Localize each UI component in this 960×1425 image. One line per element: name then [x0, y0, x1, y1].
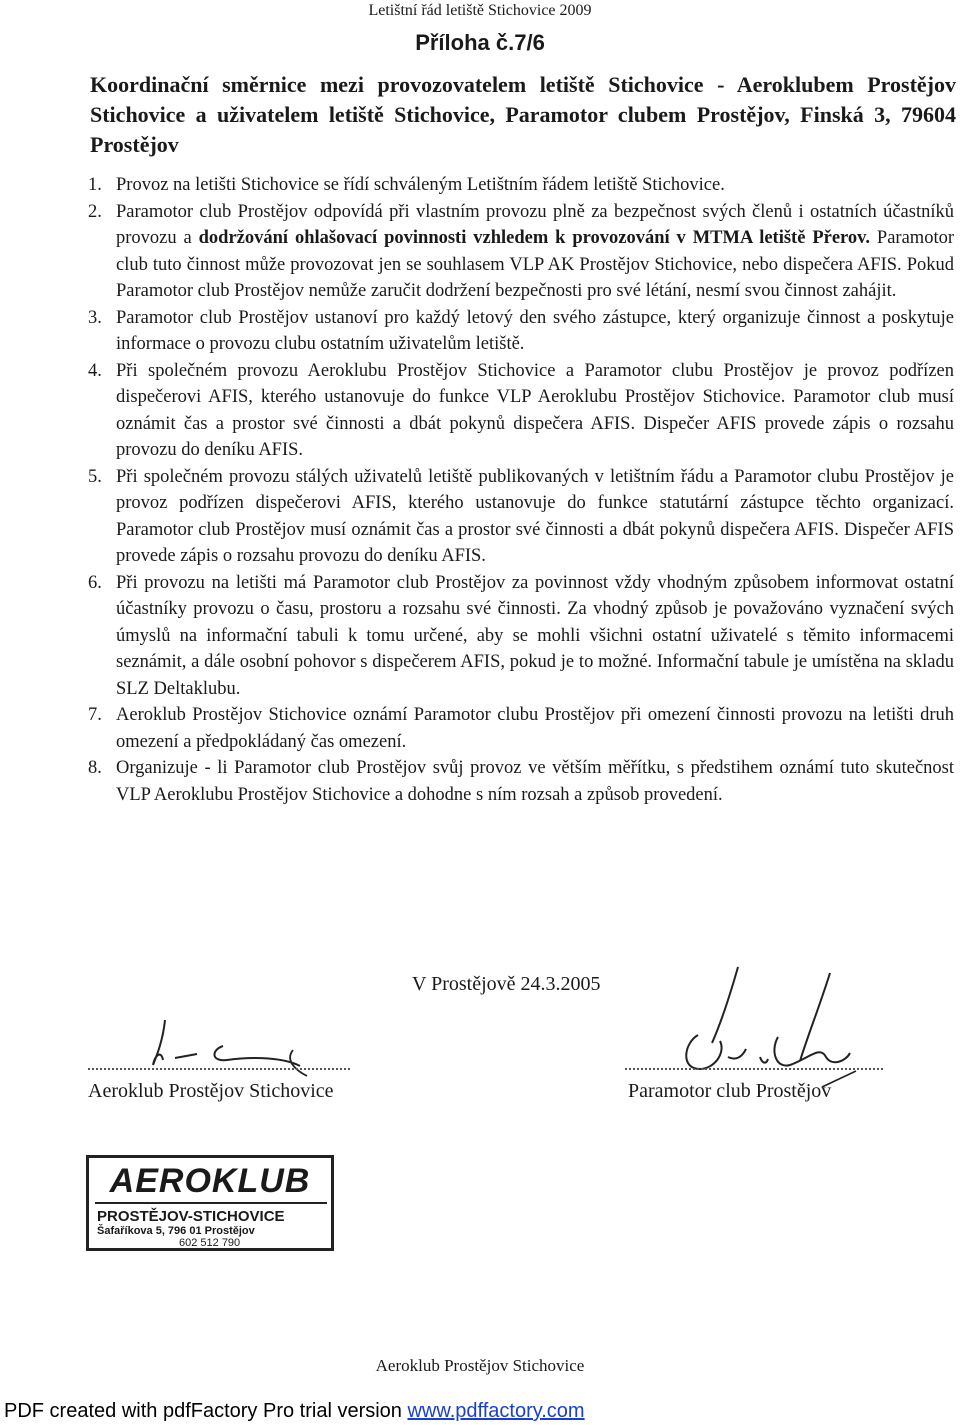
- document-heading: Koordinační směrnice mezi provozovatelem letiště Stichovice - Aeroklubem Prostějov Stichovice a uživatelem letiště Stichovice, Paramotor clubem Prostějov, Finská 3, 79604 Prostějov: [90, 72, 956, 157]
- directive-list: [88, 172, 954, 808]
- directive-item-5: 5. Při společném provozu stálých uživatelů letiště publikovaných v letištním řádu a Paramotor clubu Prostějov je provoz podřízen dispečerovi AFIS, kterého ustanovuje do funkce statutární zástupce těchto organizací. Paramotor club Prostějov musí oznámit čas a prostor své činnosti a dbát pokynů dispečera AFIS. Dispečer AFIS provede zápis o rozsahu provozu do deníku AFIS.: [88, 466, 954, 566]
- appendix-label: Příloha č.7/6: [415, 30, 545, 55]
- footer-organization: Aeroklub Prostějov Stichovice: [375, 1356, 585, 1375]
- right-signature-line: [625, 1068, 883, 1070]
- stamp-brand: AEROKLUB: [109, 1162, 311, 1200]
- directive-item-4: 4. Při společném provozu Aeroklubu Prostějov Stichovice a Paramotor clubu Prostějov je provoz podřízen dispečerovi AFIS, kterého ustanovuje do funkce VLP Aeroklubu Prostějov Stichovice. Paramotor club musí oznámit čas a prostor své činnosti a dbát pokynů dispečera AFIS. Dispečer AFIS provede zápis o rozsahu provozu do deníku AFIS.: [88, 360, 954, 460]
- left-signature-line: [88, 1068, 350, 1070]
- signature-place-date: V Prostějově 24.3.2005: [412, 973, 601, 995]
- document-header-title: Letištní řád letiště Stichovice 2009: [368, 2, 592, 19]
- left-signatory-label: Aeroklub Prostějov Stichovice: [88, 1080, 334, 1102]
- stamp-phone: 602 512 790: [179, 1237, 241, 1249]
- directive-item-1: 1. Provoz na letišti Stichovice se řídí schváleným Letištním řádem letiště Stichovice.: [88, 175, 725, 195]
- directive-item-8: 8. Organizuje - li Paramotor club Prostějov svůj provoz ve větším měřítku, s předstihem oznámí tuto skutečnost VLP Aeroklubu Prostějov Stichovice a dohodne s ním rozsah a způsob provedení.: [88, 758, 954, 805]
- directive-item-2: 2. Paramotor club Prostějov odpovídá při vlastním provozu plně za bezpečnost svých členů i ostatních účastníků provozu a dodržování ohlašovací povinnosti vzhledem k provozování v MTMA letiště Přerov. Paramotor club tuto činnost může provozovat jen se souhlasem VLP AK Prostějov Stichovice, nebo dispečera AFIS. Pokud Paramotor club Prostějov nemůže zaručit dodržení bezpečnosti pro své létání, nesmí svou činnost zahájit.: [88, 201, 954, 301]
- stamp-divider: [95, 1202, 327, 1204]
- right-signatory-label: Paramotor club Prostějov: [628, 1080, 832, 1102]
- directive-item-6: 6. Při provozu na letišti má Paramotor club Prostějov za povinnost vždy vhodným způsobem informovat ostatní účastníky provozu o času, prostoru a rozsahu své činnosti. Za vhodný způsob je považováno vyznačení svých úmyslů na informační tabuli k tomu určené, aby se mohli všichni ostatní uživatelé s těmito informacemi seznámit, a dále osobní pohovor s dispečerem AFIS, pokud je to možné. Informační tabule je umístěna na skladu SLZ Deltaklubu.: [88, 572, 954, 699]
- stamp-name: PROSTĚJOV-STICHOVICE: [97, 1208, 285, 1225]
- left-handwritten-signature: [135, 1010, 335, 1090]
- pdf-creator-note: PDF created with pdfFactory Pro trial version www.pdffactory.com: [4, 1400, 585, 1422]
- aeroklub-stamp: [86, 1155, 334, 1251]
- pdffactory-link[interactable]: www.pdffactory.com: [407, 1400, 585, 1422]
- directive-item-7: 7. Aeroklub Prostějov Stichovice oznámí Paramotor clubu Prostějov při omezení činnosti provozu na letišti druh omezení a předpokládaný čas omezení.: [88, 705, 954, 752]
- directive-emphasis: dodržování ohlašovací povinnosti vzhledem k provozování v MTMA letiště Přerov.: [198, 228, 871, 248]
- directive-item-3: 3. Paramotor club Prostějov ustanoví pro každý letový den svého zástupce, který organizuje činnost a poskytuje informace o provozu clubu ostatním uživatelům letiště.: [88, 307, 954, 354]
- stamp-address: Šafaříkova 5, 796 01 Prostějov: [97, 1225, 255, 1237]
